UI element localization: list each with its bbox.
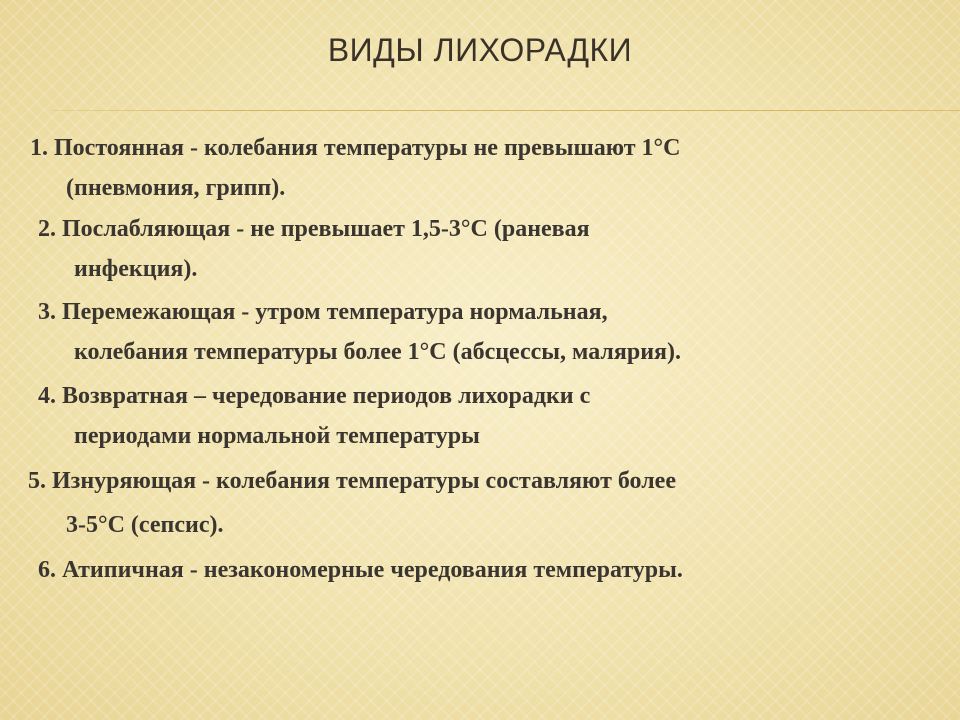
- list-item-text-continued: колебания температуры более 1°С (абсцессы, малярия).: [74, 339, 682, 365]
- list-item-text-continued: (пневмония, грипп).: [66, 175, 286, 201]
- list-item-intermittent: [38, 292, 681, 372]
- list-item-text: 6. Атипичная - незакономерные чередования температуры.: [38, 557, 683, 583]
- list-item-remittent: [38, 209, 590, 289]
- list-item-text: 5. Изнуряющая - колебания температуры составляют более: [28, 468, 676, 494]
- slide-title: ВИДЫ ЛИХОРАДКИ: [327, 32, 633, 68]
- list-item-text: 1. Постоянная - колебания температуры не превышают 1°С: [30, 135, 681, 161]
- list-item-hectic: [28, 461, 676, 545]
- list-item-text: 2. Послабляющая - не превышает 1,5-3°С (раневая: [38, 216, 590, 242]
- list-item-atypical: [38, 550, 683, 590]
- list-item-text: 3. Перемежающая - утром температура нормальная,: [38, 299, 608, 325]
- list-item-constant: [30, 128, 680, 208]
- list-item-relapsing: [38, 376, 590, 456]
- list-item-text-continued: периодами нормальной температуры: [74, 423, 480, 449]
- list-item-text: 4. Возвратная – чередование периодов лихорадки с: [38, 383, 591, 409]
- list-item-text-continued: инфекция).: [74, 256, 198, 282]
- list-item-text-continued: 3-5°С (сепсис).: [66, 512, 224, 538]
